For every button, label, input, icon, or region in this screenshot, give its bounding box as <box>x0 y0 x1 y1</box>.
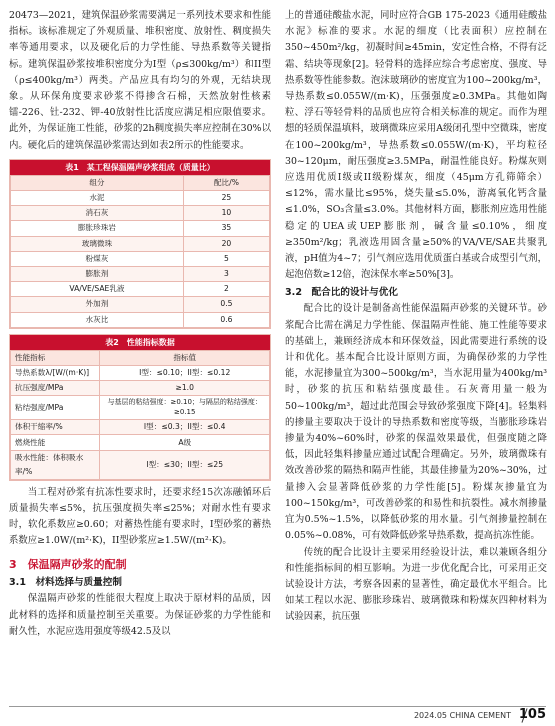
table-cell: 0.6 <box>183 312 269 327</box>
table-cell: 35 <box>183 221 269 236</box>
table-1-header-ratio: 配比/% <box>183 175 269 190</box>
table-cell: 0.5 <box>183 297 269 312</box>
table-row <box>11 396 270 420</box>
table-cell: 2 <box>183 282 269 297</box>
table-cell: A级 <box>100 435 270 450</box>
table-cell: I型：≤0.10；II型：≤0.12 <box>100 365 270 380</box>
table-2-header-property: 性能指标 <box>11 350 100 365</box>
table-cell: 吸水性能：体积吸水率/% <box>11 450 100 479</box>
table-cell: 膨胀剂 <box>11 266 184 281</box>
table-cell: ≥1.0 <box>100 381 270 396</box>
table-row <box>11 435 270 450</box>
left-column <box>9 8 271 640</box>
table-cell: 粉煤灰 <box>11 251 184 266</box>
page-footer <box>0 704 555 726</box>
subsection-title-3-2: 3.2 配合比的设计与优化 <box>285 287 398 299</box>
table-row <box>11 312 270 327</box>
table-1 <box>9 159 271 329</box>
table-cell: 抗压强度/MPa <box>11 381 100 396</box>
paragraph-frost-resistance: 当工程对砂浆有抗冻性要求时，还要求经15次冻融循环后质量损失率≤5%，抗压强度损失率≤25%；对耐水性有要求时，软化系数应≥0.60；对蓄热性能有要求时，I型砂浆的蓄热系数应≥1.0W/(m²·K)，II型砂浆应≥1.5W/(m²·K)。 <box>9 486 271 547</box>
paragraph-optimization: 传统的配合比设计主要采用经验设计法，难以兼顾各组分和性能指标间的相互影响。为进一步优化配合比，可采用正交试验设计方法，考察各因素的显著性，确定最优水平组合。比如某工程以水泥、膨胀珍珠岩、玻璃微珠和粉煤灰四种材料为试验因素，抗压强 <box>285 546 547 623</box>
table-cell: 与基层的粘结强度：≥0.10；与隔层的粘结强度：≥0.15 <box>100 396 270 420</box>
table-1-grid <box>10 175 270 328</box>
table-row <box>11 266 270 281</box>
table-cell: 水泥 <box>11 191 184 206</box>
table-2-grid <box>10 350 270 480</box>
table-cell: VA/VE/SAE乳液 <box>11 282 184 297</box>
table-row <box>11 221 270 236</box>
table-cell: 5 <box>183 251 269 266</box>
section-title-3: 3 保温隔声砂浆的配制 <box>9 558 127 572</box>
paragraph-mix-design: 配合比的设计是制备高性能保温隔声砂浆的关键环节。砂浆配合比需在满足力学性能、保温隔声性能、施工性能等要求的基础上，兼顾经济成本和环保效益，因此需要进行系统的设计和优化。基本配合比设计原则方面，为确保砂浆的力学性能，水泥掺量宜为300~500kg/m³，当水泥用量为400kg/m³时，砂浆的抗压和粘结强度最佳。石灰膏用量一般为50~100kg/m³，超过此范围会导致砂浆强度下降[4]。轻集料的掺量主要取决于设计的导热系数和密度等级，当膨胀珍珠岩掺量为40%~60%时，砂浆的保温效果最优，但强度随之降低，因此轻集料掺量应通过试配合理确定。另外，玻璃微珠有效改善砂浆的隔热和隔声性能，其最佳掺量为20%~30%，过量掺入会显著降低砂浆的力学性能[5]。粉煤灰掺量宜为100~150kg/m³，可改善砂浆的和易性和抗裂性。减水剂掺量宜为0.5%~1.5%，以降低砂浆的用水量。引气剂掺量控制在0.05%~0.08%，可有效降低砂浆导热系数，提高抗冻性能。 <box>285 303 547 542</box>
table-cell: 粘结强度/MPa <box>11 396 100 420</box>
table-cell: 水灰比 <box>11 312 184 327</box>
table-cell: 膨胀珍珠岩 <box>11 221 184 236</box>
table-cell: 玻璃微珠 <box>11 236 184 251</box>
table-cell: 燃烧性能 <box>11 435 100 450</box>
table-2-caption: 表2 性能指标数据 <box>10 335 270 350</box>
footer-divider <box>9 706 546 707</box>
journal-name: 2024.05 CHINA CEMENT <box>413 711 511 720</box>
table-row <box>11 381 270 396</box>
table-cell: 导热系数λ/[W/(m·K)] <box>11 365 100 380</box>
table-cell: I型：≤30；II型：≤25 <box>100 450 270 479</box>
subsection-title-3-1: 3.1 材料选择与质量控制 <box>9 577 122 589</box>
table-row <box>11 191 270 206</box>
paragraph-raw-materials: 上的普通硅酸盐水泥，同时应符合GB 175-2023《通用硅酸盐水泥》标准的要求。水泥的细度（比表面积）应控制在350~450m²/kg，初凝时间≥45min，安定性合格，不得有泛霜、结块等现象[2]。轻骨料的选择应综合考虑密度、强度、导热系数等性能参数。泡沫玻璃砂的密度宜为100~200kg/m³，导热系数≤0.055W/(m·K)，压强强度≥0.3MPa。其他如陶粒、浮石等轻骨料的品质也应符合相关标准的规定。而作为理想的轻质保温填料，玻璃微珠应采用A级闭孔型中空微珠，密度在100~200kg/m³，导热系数≤0.055W/(m·K)，平均粒径30~120μm，耐压强度≥3.5MPa，耐温性能良好。粉煤灰则应选用优质I级或II级粉煤灰，细度（45μm方孔筛筛余）≤12%，需水量比≤95%，烧失量≤5.0%，游离氧化钙含量≤1.0%，SO₃含量≤3.0%。其他材料方面，膨胀剂应选用性能稳定的UEA或UEP膨胀剂，碱含量≤0.10%，细度≥350m²/kg；乳液选用固含量≥50%的VA/VE/SAE共聚乳液，pH值为4~7；引气剂应选用优质蛋白基或合成型引气剂，起泡倍数≥12倍，泡沫保水率≥50%[3]。 <box>285 10 547 281</box>
table-row <box>11 282 270 297</box>
table-cell: I型：≤0.3；II型：≤0.4 <box>100 420 270 435</box>
table-row <box>11 297 270 312</box>
table-cell: 体积干缩率/% <box>11 420 100 435</box>
table-row <box>11 236 270 251</box>
table-cell: 10 <box>183 206 269 221</box>
table-cell: 外加剂 <box>11 297 184 312</box>
table-row <box>11 420 270 435</box>
table-1-caption: 表1 某工程保温隔声砂浆组成（质量比） <box>10 160 270 175</box>
right-column <box>285 8 547 626</box>
table-cell: 25 <box>183 191 269 206</box>
paragraph-materials: 保温隔声砂浆的性能很大程度上取决于原材料的品质，因此材料的选择和质量控制至关重要。为保证砂浆的力学性能和耐久性，水泥应选用强度等级42.5及以 <box>9 593 271 637</box>
table-cell: 3 <box>183 266 269 281</box>
table-cell: 消石灰 <box>11 206 184 221</box>
page-number: 105 <box>518 707 546 722</box>
table-row <box>11 365 270 380</box>
table-row <box>11 206 270 221</box>
table-2-header-value: 指标值 <box>100 350 270 365</box>
table-row <box>11 251 270 266</box>
table-cell: 20 <box>183 236 269 251</box>
table-row <box>11 450 270 479</box>
paragraph-intro: 20473—2021，建筑保温砂浆需要满足一系列技术要求和性能指标。该标准规定了外观质量、堆积密度、放射性、稠度损失率等通用要求，以及硬化后的力学性能、导热系数等关键指标。建筑保温砂浆按堆积密度分为I型（ρ≤300kg/m³）和II型（ρ≤400kg/m³）两类。产品应具有均匀的外观，无结块现象。从环保角度要求砂浆不得掺含石棉，天然放射性核素镭-226、钍-232、钾-40放射性比活度应满足相应限值要求。此外，为保证施工性能，砂浆的2h稠度损失率应控制在30%以内。硬化后的建筑保温砂浆需达到如表2所示的性能要求。 <box>9 10 271 151</box>
table-2 <box>9 334 271 481</box>
table-1-header-component: 组分 <box>11 175 184 190</box>
